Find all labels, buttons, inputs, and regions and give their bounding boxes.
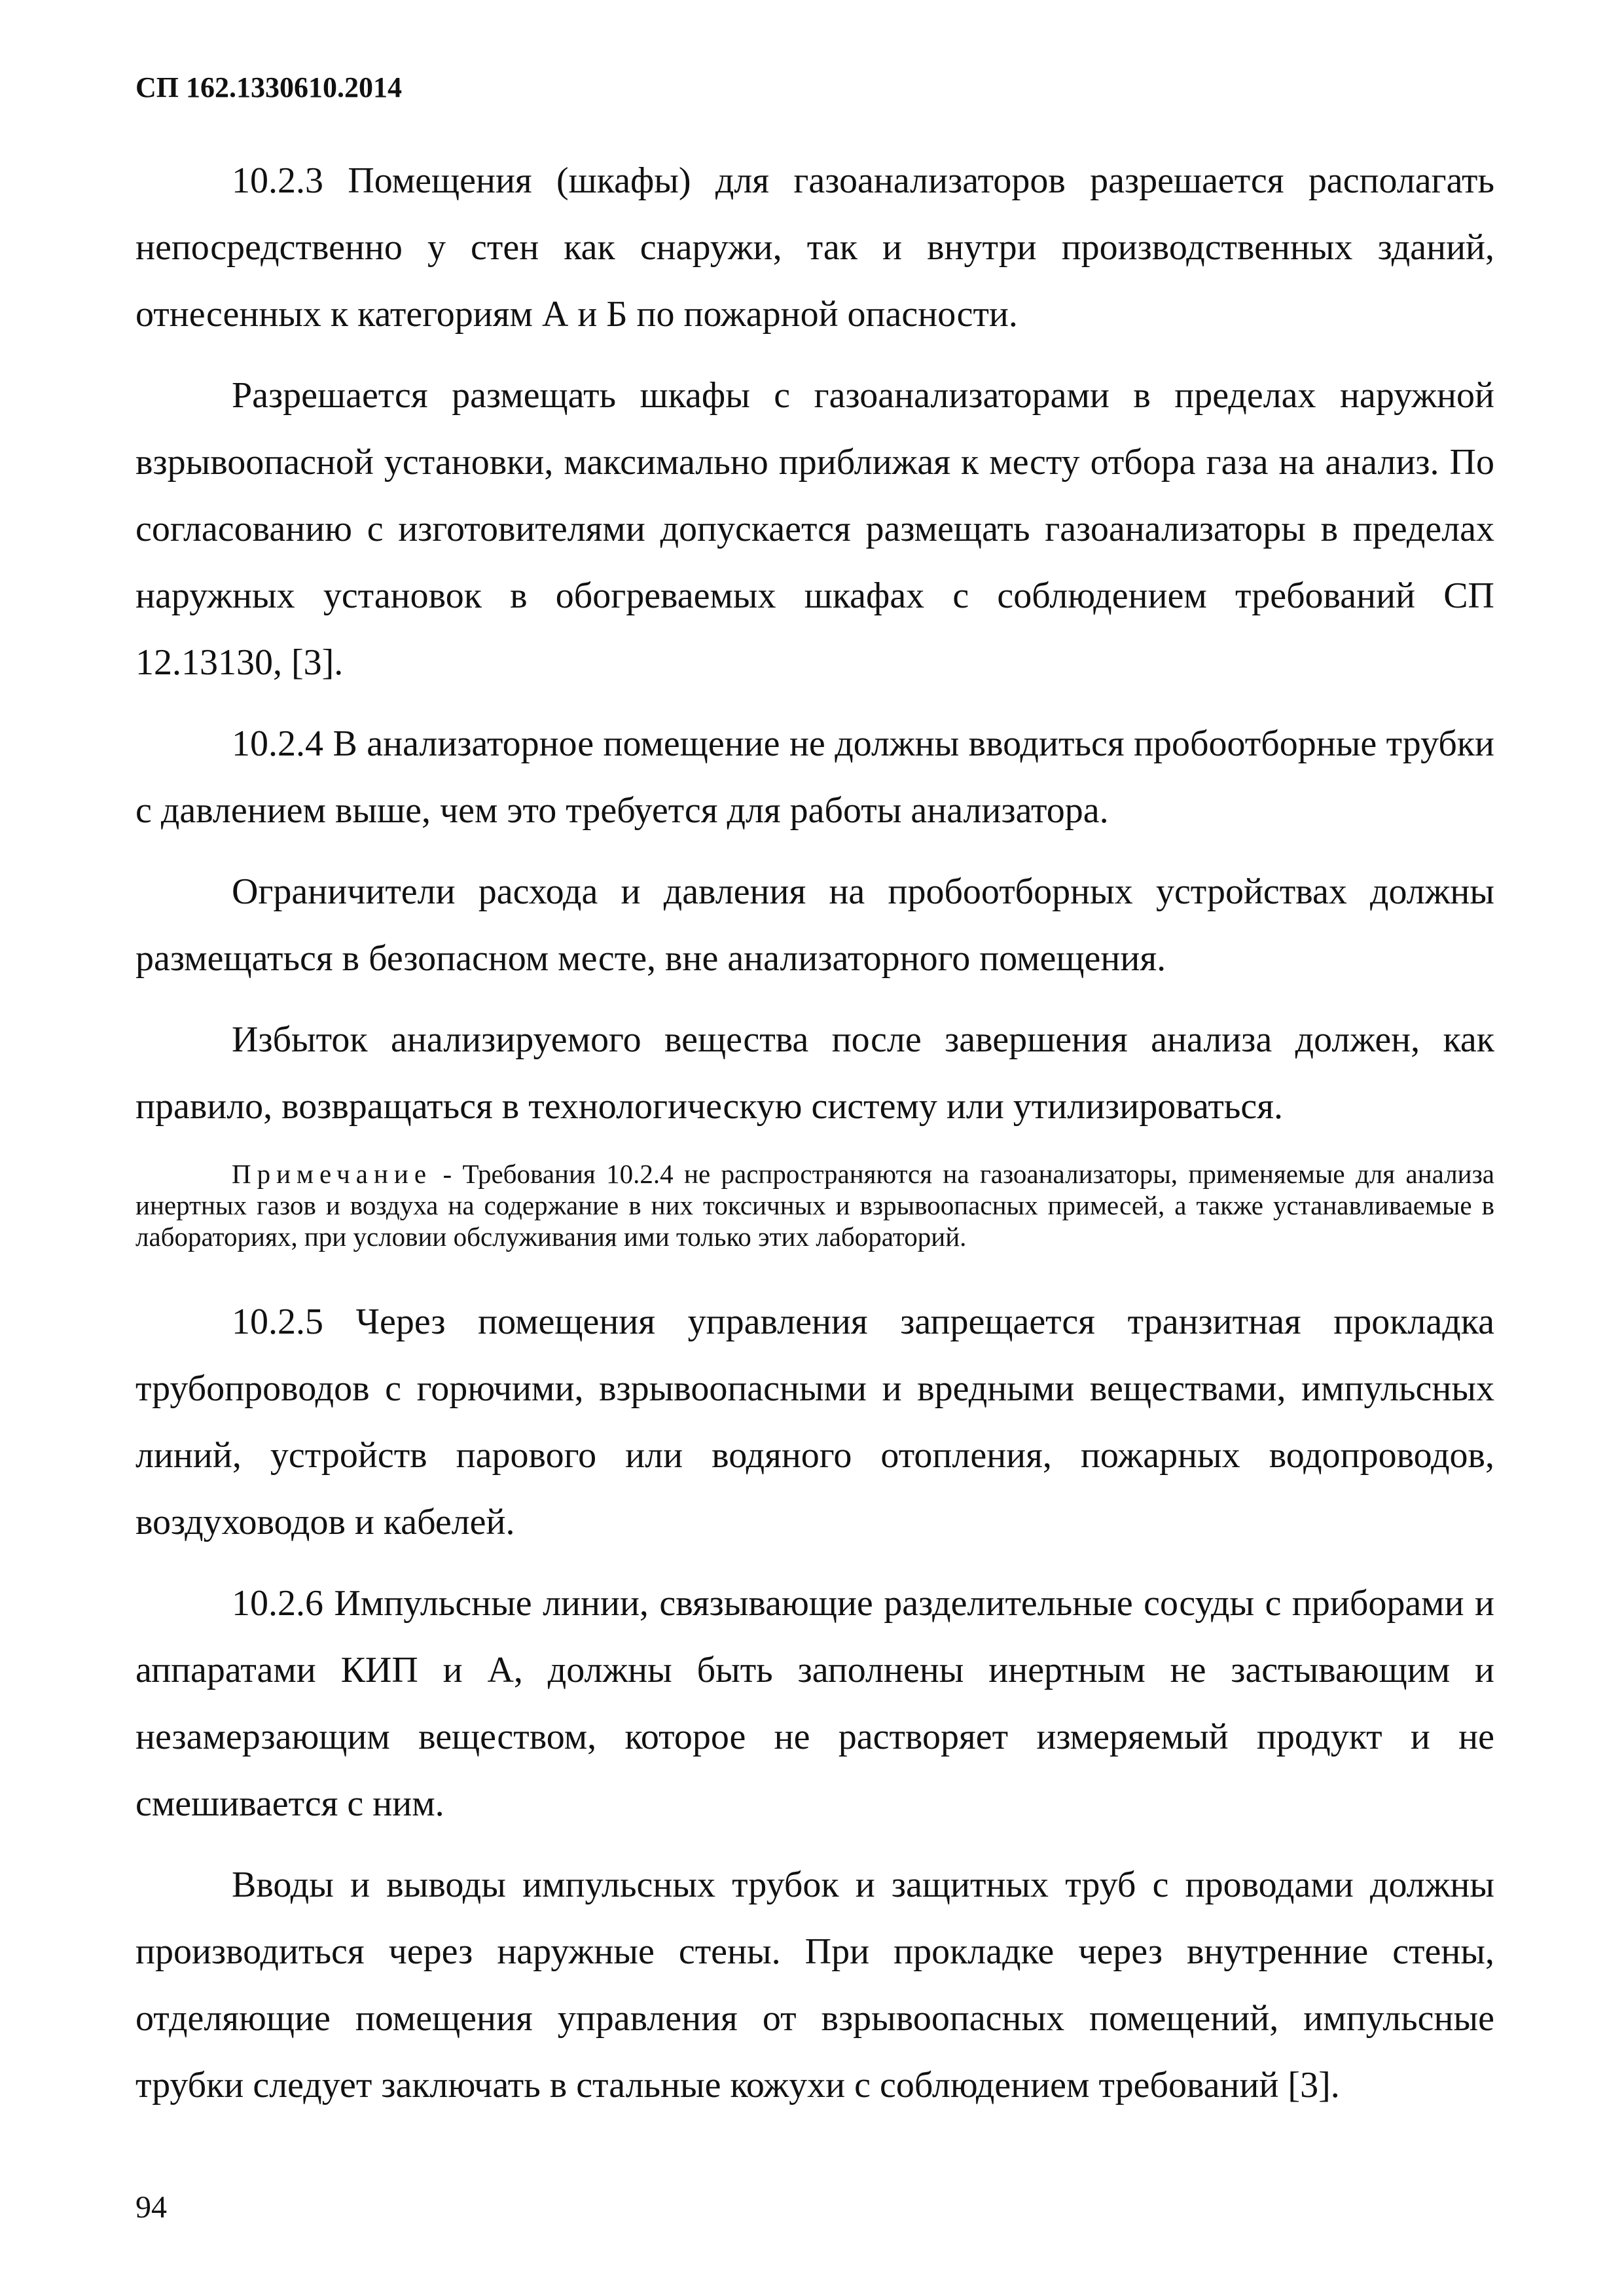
paragraph-tube-inputs: Вводы и выводы импульсных трубок и защитных труб с проводами должны производиться через наружные стены. При прокладке через внутренние стены, отделяющие помещения управления от взрывоопасных помещений, импульсные трубки следует заключать в стальные кожухи с соблюдением требований [3]. xyxy=(135,1865,1494,2105)
note-text: Требования 10.2.4 не распространяются на газоанализаторы, применяемые для анализа инертных газов и воздуха на содержание в них токсичных и взрывоопасных примесей, а также устанавливаемые в лабораториях, при условии обслуживания ими только этих лабораторий. xyxy=(135,1159,1495,1252)
document-body xyxy=(135,147,1494,2119)
paragraph-10-2-4: 10.2.4 В анализаторное помещение не должны вводиться пробоотборные трубки с давлением выше, чем это требуется для работы анализатора. xyxy=(135,723,1494,831)
note xyxy=(135,1158,1494,1252)
paragraph-10-2-5: 10.2.5 Через помещения управления запрещается транзитная прокладка трубопроводов с горючими, взрывоопасными и вредными веществами, импульсных линий, устройств парового или водяного отопления, пожарных водопроводов, воздуховодов и кабелей. xyxy=(135,1302,1494,1542)
paragraph-10-2-6: 10.2.6 Импульсные линии, связывающие разделительные сосуды с приборами и аппаратами КИП и А, должны быть заполнены инертным не застывающим и незамерзающим веществом, которое не растворяет измеряемый продукт и не смешивается с ним. xyxy=(135,1583,1494,1824)
document-code-header: СП 162.1330610.2014 xyxy=(135,71,402,103)
paragraph-cabinet-placement: Разрешается размещать шкафы с газоанализаторами в пределах наружной взрывоопасной установки, максимально приближая к месту отбора газа на анализ. По согласованию с изготовителями допускается размещать газоанализаторы в пределах наружных установок в обогреваемых шкафах с соблюдением требований СП 12.13130, [3]. xyxy=(135,375,1494,683)
paragraph-10-2-3: 10.2.3 Помещения (шкафы) для газоанализаторов разрешается располагать непосредственно у стен как снаружи, так и внутри производственных зданий, отнесенных к категориям А и Б по пожарной опасности. xyxy=(135,160,1494,335)
note-label: Примечание xyxy=(232,1159,433,1189)
paragraph-excess-substance: Избыток анализируемого вещества после завершения анализа должен, как правило, возвращаться в технологическую систему или утилизироваться. xyxy=(135,1019,1494,1127)
page-number: 94 xyxy=(135,2190,167,2225)
paragraph-flow-limiters: Ограничители расхода и давления на пробоотборных устройствах должны размещаться в безопасном месте, вне анализаторного помещения. xyxy=(135,871,1494,979)
note-dash: - xyxy=(432,1159,463,1189)
